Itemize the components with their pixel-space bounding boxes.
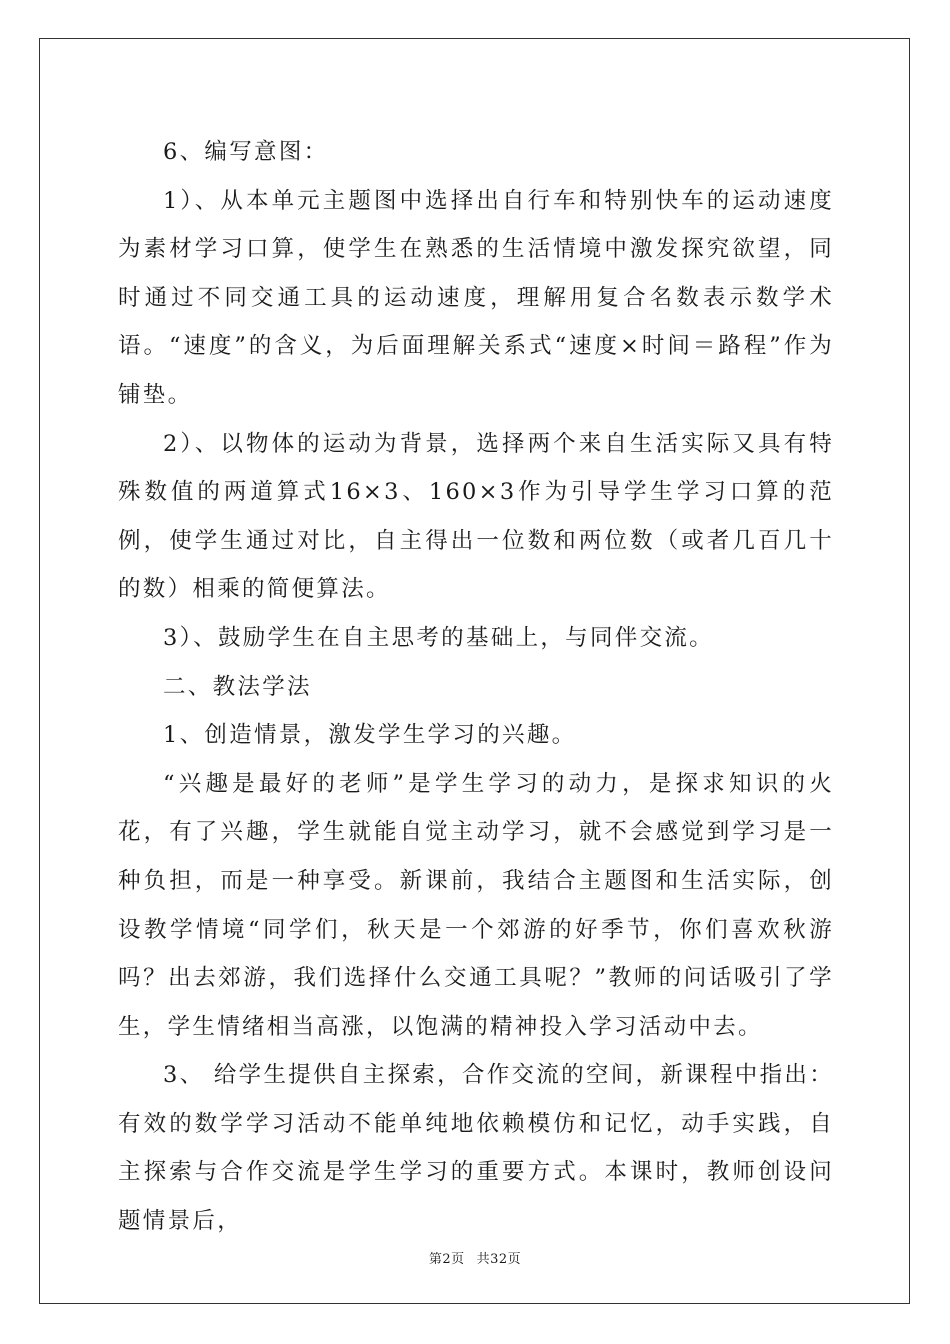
paragraph: 6、编写意图： [163,139,329,165]
page-footer [0,1248,950,1267]
paragraph: 1、创造情景，激发学生学习的兴趣。 [163,722,577,749]
document-body [118,128,834,1246]
page-number: 第2页 [428,1252,465,1267]
paragraph: 2）、以物体的运动为背景，选择两个来自生活实际又具有特殊数值的两道算式16×3、160×3作为引导学生学习口算的范例，使学生通过对比，自主得出一位数和两位数（或者几百几十的数）相乘的简便算法。 [118,430,834,603]
paragraph: “兴趣是最好的老师”是学生学习的动力，是探求知识的火花，有了兴趣，学生就能自觉主动学习，就不会感觉到学习是一种负担，而是一种享受。新课前，我结合主题图和生活实际，创设教学情境“同学们，秋天是一个郊游的好季节，你们喜欢秋游吗？出去郊游，我们选择什么交通工具呢？”教师的问话吸引了学生，学生情绪相当高涨，以饱满的精神投入学习活动中去。 [118,770,834,1040]
page-total: 共32页 [476,1252,522,1267]
paragraph: 1）、从本单元主题图中选择出自行车和特别快车的运动速度为素材学习口算，使学生在熟悉的生活情境中激发探究欲望，同时通过不同交通工具的运动速度，理解用复合名数表示数学术语。“速度”的含义，为后面理解关系式“速度×时间＝路程”作为铺垫。 [118,187,834,408]
section-heading: 二、教法学法 [163,673,312,700]
paragraph: 3）、鼓励学生在自主思考的基础上，与同伴交流。 [163,624,714,651]
paragraph: 3、 给学生提供自主探索，合作交流的空间，新课程中指出：有效的数学学习活动不能单纯地依赖模仿和记忆，动手实践，自主探索与合作交流是学生学习的重要方式。本课时，教师创设问题情景后， [118,1062,834,1235]
